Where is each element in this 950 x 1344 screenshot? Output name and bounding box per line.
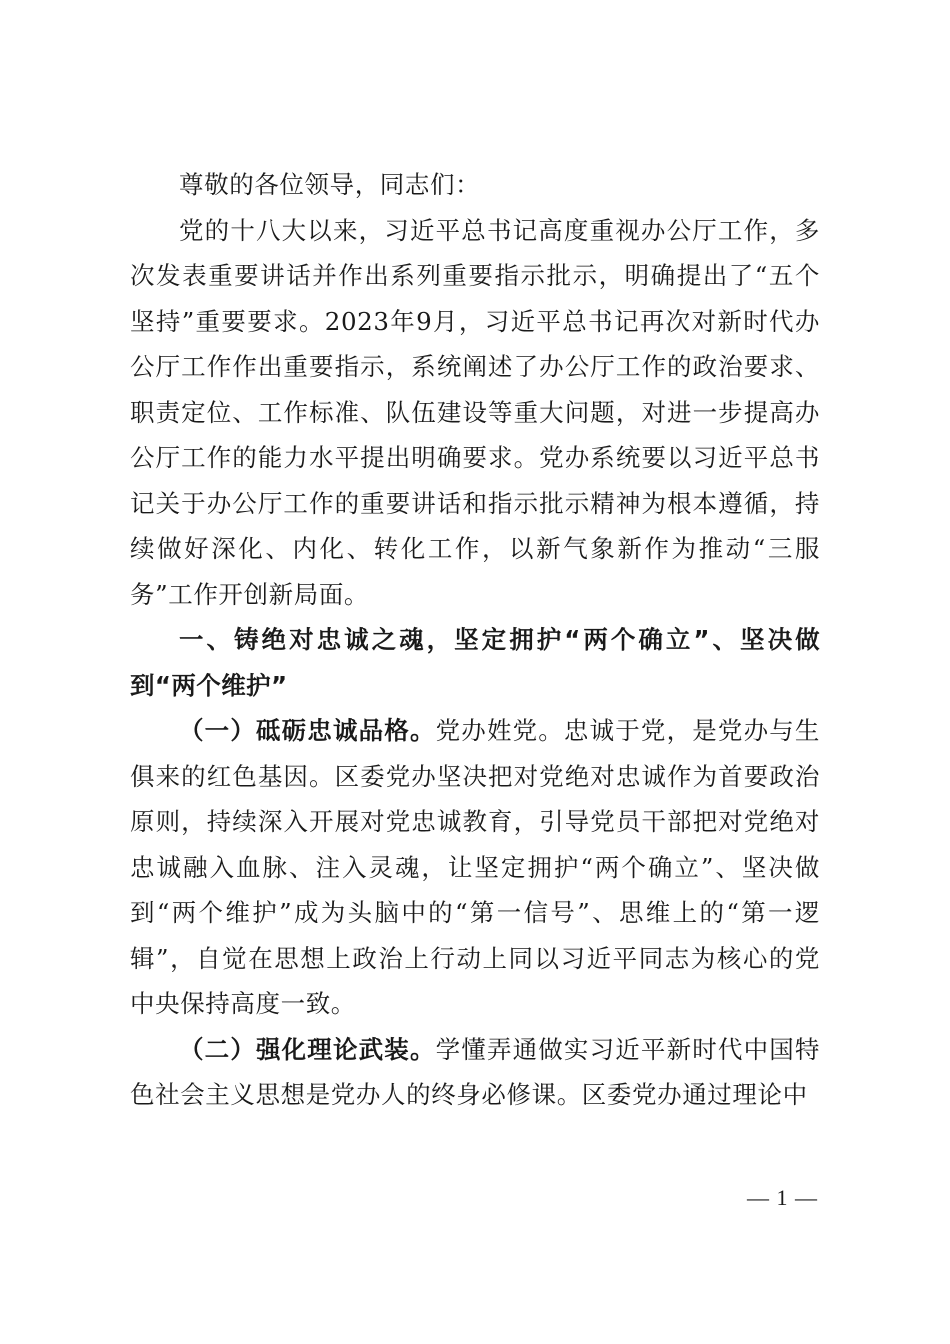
subsection-2-paragraph (130, 1027, 820, 1118)
section-heading-1: 一、铸绝对忠诚之魂，坚定拥护“两个确立”、坚决做到“两个维护” (130, 625, 820, 700)
intro-paragraph: 党的十八大以来，习近平总书记高度重视办公厅工作，多次发表重要讲话并作出系列重要指示批示，明确提出了“五个坚持”重要要求。2023年9月，习近平总书记再次对新时代办公厅工作作出重要指示，系统阐述了办公厅工作的政治要求、职责定位、工作标准、队伍建设等重大问题，对进一步提高办公厅工作的能力水平提出明确要求。党办系统要以习近平总书记关于办公厅工作的重要讲话和指示批示精神为根本遵循，持续做好深化、内化、转化工作，以新气象新作为推动“三服务”工作开创新局面。 (130, 215, 820, 609)
subsection-2-title: （二）强化理论武装。 (179, 1034, 436, 1064)
page-number: — 1 — (747, 1185, 818, 1210)
document-body (130, 162, 820, 1118)
subsection-1-title: （一）砥砺忠诚品格。 (179, 716, 436, 745)
subsection-2-body: 学懂弄通做实习近平新时代中国特色社会主义思想是党办人的终身必修课。区委党办通过理论中 (130, 1034, 820, 1109)
subsection-1-body: 党办姓党。忠诚于党，是党办与生俱来的红色基因。区委党办坚决把对党绝对忠诚作为首要政治原则，持续深入开展对党忠诚教育，引导党员干部把对党绝对忠诚融入血脉、注入灵魂，让坚定拥护“两个确立”、坚决做到“两个维护”成为头脑中的“第一信号”、思维上的“第一逻辑”，自觉在思想上政治上行动上同以习近平同志为核心的党中央保持高度一致。 (130, 716, 820, 1018)
subsection-1-paragraph (130, 708, 820, 1027)
salutation: 尊敬的各位领导，同志们： (179, 170, 481, 199)
